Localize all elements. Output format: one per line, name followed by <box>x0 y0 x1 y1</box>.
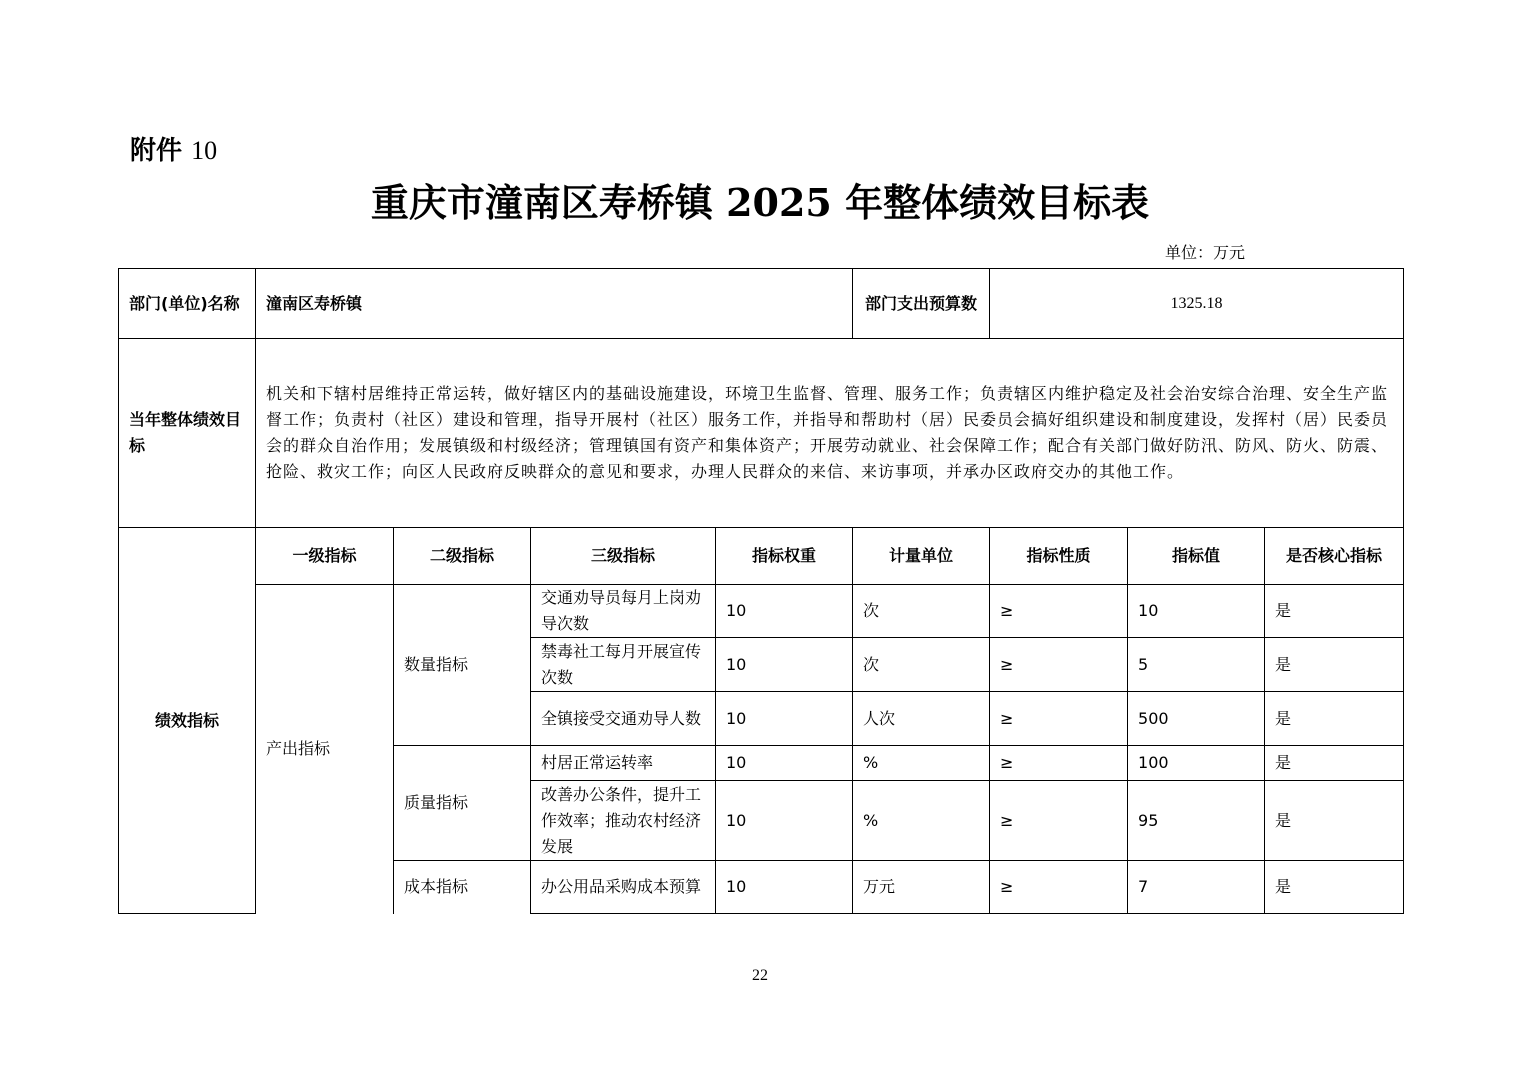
level3-indicator: 全镇接受交通劝导人数 <box>531 692 716 746</box>
core-cell: 是 <box>1265 746 1404 781</box>
core-cell: 是 <box>1265 692 1404 746</box>
nature-cell: ≥ <box>990 692 1128 746</box>
level3-indicator: 改善办公条件，提升工作效率；推动农村经济发展 <box>531 781 716 861</box>
nature-cell: ≥ <box>990 781 1128 861</box>
indicator-section-label: 绩效指标 <box>119 528 256 914</box>
level2-indicator: 数量指标 <box>394 585 531 746</box>
header-cell: 是否核心指标 <box>1265 528 1404 585</box>
nature-cell: ≥ <box>990 861 1128 914</box>
value-cell: 5 <box>1128 638 1265 692</box>
budget-label: 部门支出预算数 <box>853 269 990 339</box>
attachment-label: 附件 10 <box>130 136 218 166</box>
header-cell: 三级指标 <box>531 528 716 585</box>
weight-cell: 10 <box>716 585 853 638</box>
level1-indicator: 产出指标 <box>256 585 394 914</box>
level2-indicator: 质量指标 <box>394 746 531 861</box>
nature-cell: ≥ <box>990 585 1128 638</box>
level2-indicator: 成本指标 <box>394 861 531 914</box>
unit-cell: 万元 <box>853 861 990 914</box>
header-cell: 一级指标 <box>256 528 394 585</box>
weight-cell: 10 <box>716 861 853 914</box>
performance-table <box>118 268 1404 914</box>
table-row <box>119 585 1404 638</box>
unit-cell: 人次 <box>853 692 990 746</box>
header-cell: 指标性质 <box>990 528 1128 585</box>
dept-label: 部门(单位)名称 <box>119 269 256 339</box>
dept-value: 潼南区寿桥镇 <box>256 269 853 339</box>
level3-indicator: 禁毒社工每月开展宣传次数 <box>531 638 716 692</box>
level3-indicator: 办公用品采购成本预算 <box>531 861 716 914</box>
goal-text: 机关和下辖村居维持正常运转，做好辖区内的基础设施建设，环境卫生监督、管理、服务工作；负责辖区内维护稳定及社会治安综合治理、安全生产监督工作；负责村（社区）建设和管理，指导开展村（社区）服务工作，并指导和帮助村（居）民委员会搞好组织建设和制度建设，发挥村（居）民委员会的群众自治作用；发展镇级和村级经济；管理镇国有资产和集体资产；开展劳动就业、社会保障工作；配合有关部门做好防汛、防风、防火、防震、抢险、救灾工作；向区人民政府反映群众的意见和要求，办理人民群众的来信、来访事项，并承办区政府交办的其他工作。 <box>256 339 1404 528</box>
header-cell: 计量单位 <box>853 528 990 585</box>
value-cell: 100 <box>1128 746 1265 781</box>
weight-cell: 10 <box>716 692 853 746</box>
core-cell: 是 <box>1265 638 1404 692</box>
weight-cell: 10 <box>716 638 853 692</box>
nature-cell: ≥ <box>990 638 1128 692</box>
header-cell: 指标值 <box>1128 528 1265 585</box>
budget-value: 1325.18 <box>990 269 1404 339</box>
level3-indicator: 交通劝导员每月上岗劝导次数 <box>531 585 716 638</box>
nature-cell: ≥ <box>990 746 1128 781</box>
value-cell: 500 <box>1128 692 1265 746</box>
core-cell: 是 <box>1265 781 1404 861</box>
header-cell: 指标权重 <box>716 528 853 585</box>
weight-cell: 10 <box>716 746 853 781</box>
level3-indicator: 村居正常运转率 <box>531 746 716 781</box>
goal-label: 当年整体绩效目标 <box>119 339 256 528</box>
value-cell: 7 <box>1128 861 1265 914</box>
unit-cell: % <box>853 746 990 781</box>
weight-cell: 10 <box>716 781 853 861</box>
page-number: 22 <box>752 967 768 984</box>
unit-cell: 次 <box>853 585 990 638</box>
unit-label: 单位：万元 <box>1165 243 1246 262</box>
unit-cell: 次 <box>853 638 990 692</box>
value-cell: 95 <box>1128 781 1265 861</box>
header-cell: 二级指标 <box>394 528 531 585</box>
value-cell: 10 <box>1128 585 1265 638</box>
unit-cell: % <box>853 781 990 861</box>
core-cell: 是 <box>1265 585 1404 638</box>
core-cell: 是 <box>1265 861 1404 914</box>
page-title: 重庆市潼南区寿桥镇 2025 年整体绩效目标表 <box>370 180 1150 225</box>
